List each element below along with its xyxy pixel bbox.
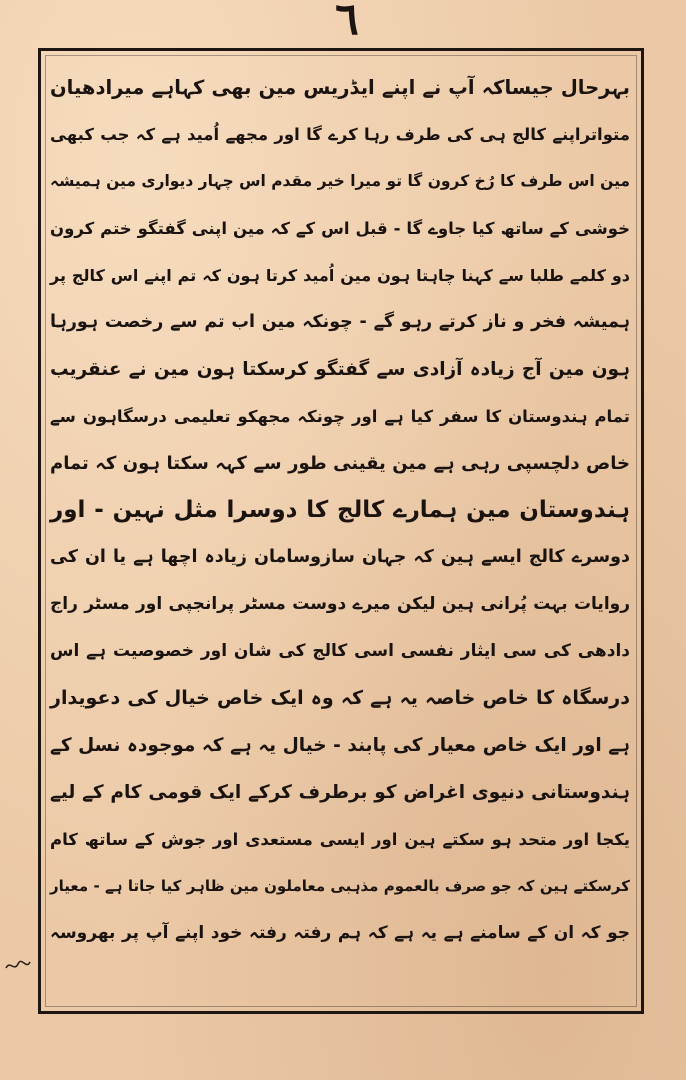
body-text	[42, 64, 638, 957]
text-line: متواتراپنے کالج ہی کی طرف رہا کرے گا اور مجھے اُمید ہے کہ جب کبھی	[50, 125, 630, 144]
text-line: یکجا اور متحد ہو سکتے ہین اور ایسی مستعدی اور جوش کے ساتھ کام	[50, 830, 630, 849]
text-line: درسگاہ کا خاص خاصہ یہ ہے کہ وہ ایک خاص خیال کی دعویدار	[50, 687, 630, 709]
text-line: مین اس طرف کا رُخ کرون گا تو میرا خیر مقدم اس چہار دیواری مین ہمیشہ	[50, 172, 630, 190]
text-line: ہون مین آج زیادہ آزادی سے گفتگو کرسکتا ہون مین نے عنقریب	[50, 359, 630, 380]
text-line: کرسکتے ہین کہ جو صرف بالعموم مذہبی معاملون مین ظاہر کیا جاتا ہے - معیار	[50, 877, 630, 895]
text-line: دادھی کی سی ایثار نفسی اسی کالج کی شان اور خصوصیت ہے اس	[50, 641, 630, 661]
page-number: ٦	[335, 0, 359, 45]
text-line: بہرحال جیساکہ آپ نے اپنے ایڈریس مین بھی کہاہے میرادھیان	[50, 76, 630, 99]
text-line: دو کلمے طلبا سے کہنا چاہتا ہون مین اُمید کرتا ہون کہ تم اپنے اس کالج پر	[50, 266, 630, 285]
text-line: خوشی کے ساتھ کیا جاوے گا - قبل اس کے کہ مین اپنی گفتگو ختم کرون	[50, 219, 630, 238]
text-line: خاص دلچسپی رہی ہے مین یقینی طور سے کہہ سکتا ہون کہ تمام	[50, 453, 630, 474]
text-line: تمام ہندوستان کا سفر کیا ہے اور چونکہ مجھکو تعلیمی درسگاہون سے	[50, 407, 630, 426]
text-line: دوسرے کالج ایسے ہین کہ جہان سازوسامان زیادہ اچھا ہے یا ان کی	[50, 547, 630, 567]
text-line: ہندوستانی دنیوی اغراض کو برطرف کرکے ایک قومی کام کے لیے	[50, 782, 630, 803]
binding-thread-mark	[4, 958, 32, 974]
text-line: روایات بہت پُرانی ہین لیکن میرے دوست مسٹر پرانجپی اور مسٹر راج	[50, 594, 630, 614]
text-line: ہمیشہ فخر و ناز کرتے رہو گے - چونکہ مین اب تم سے رخصت ہورہا	[50, 312, 630, 332]
text-line: جو کہ ان کے سامنے ہے یہ ہے کہ ہم رفتہ رفتہ خود اپنے آپ پر بھروسہ	[50, 923, 630, 943]
text-line: ہے اور ایک خاص معیار کی پابند - خیال یہ ہے کہ موجودہ نسل کے	[50, 735, 630, 756]
text-line: ہندوستان مین ہمارے کالج کا دوسرا مثل نہین - اور	[50, 497, 630, 523]
